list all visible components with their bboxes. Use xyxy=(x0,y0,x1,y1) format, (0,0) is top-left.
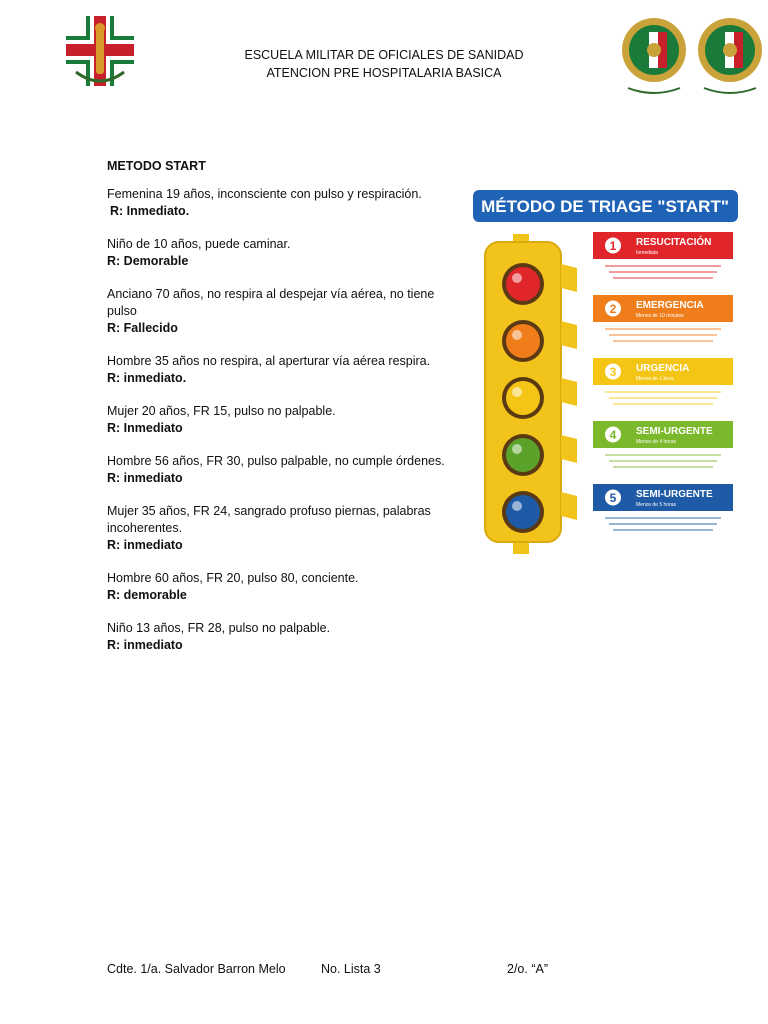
triage-level-number: 3 xyxy=(609,365,617,379)
triage-level-label: SEMI-URGENTE xyxy=(636,426,713,437)
traffic-light-visor xyxy=(561,435,577,463)
traffic-light-visor xyxy=(561,264,577,292)
case-answer: R: Fallecido xyxy=(107,321,178,335)
triage-level-description-line xyxy=(609,334,717,336)
case-item xyxy=(107,570,447,604)
triage-level-subtitle: Inmediata xyxy=(636,250,658,256)
case-answer: R: inmediato xyxy=(107,638,183,652)
case-description: Hombre 60 años, FR 20, pulso 80, conciente. xyxy=(107,571,359,585)
case-description: Femenina 19 años, inconsciente con pulso y respiración. xyxy=(107,187,422,201)
triage-level-subtitle: Menos de 4 horas xyxy=(636,439,677,445)
infographic-title: MÉTODO DE TRIAGE "START" xyxy=(481,197,729,216)
case-item xyxy=(107,353,447,387)
traffic-light-shine xyxy=(512,444,522,454)
case-answer: R: inmediato xyxy=(107,471,183,485)
triage-level-label: URGENCIA xyxy=(636,363,690,374)
case-list xyxy=(107,186,447,654)
traffic-light-visor xyxy=(561,378,577,406)
traffic-light-shine xyxy=(512,501,522,511)
triage-level-description-line xyxy=(609,460,717,462)
triage-level-description-line xyxy=(613,529,713,531)
case-description: Mujer 35 años, FR 24, sangrado profuso piernas, palabras incoherentes. xyxy=(107,504,431,535)
case-description: Anciano 70 años, no respira al despejar vía aérea, no tiene pulso xyxy=(107,287,435,318)
case-description: Hombre 35 años no respira, al aperturar vía aérea respira. xyxy=(107,354,431,368)
triage-level-description-line xyxy=(605,328,721,330)
case-description: Niño de 10 años, puede caminar. xyxy=(107,237,291,251)
case-answer: R: inmediato. xyxy=(107,371,187,385)
triage-level-description-line xyxy=(605,391,721,393)
triage-level-description-line xyxy=(613,277,713,279)
traffic-light-shine xyxy=(512,330,522,340)
case-item xyxy=(107,403,447,437)
case-answer: R: inmediato xyxy=(107,538,183,552)
triage-level-description-line xyxy=(605,517,721,519)
case-item xyxy=(107,286,447,337)
triage-level-label: RESUCITACIÓN xyxy=(636,237,712,248)
triage-start-infographic xyxy=(473,190,738,562)
case-item xyxy=(107,620,447,654)
document-header xyxy=(200,46,568,82)
triage-level-subtitle: Menos de 5 horas xyxy=(636,502,677,508)
footer-list-number: No. Lista 3 xyxy=(321,962,381,976)
traffic-light-shine xyxy=(512,387,522,397)
traffic-light-lamp xyxy=(506,438,540,472)
case-answer: R: Inmediato xyxy=(107,421,183,435)
footer-group: 2/o. “A” xyxy=(507,962,548,976)
traffic-light-lamp xyxy=(506,267,540,301)
traffic-light-lamp xyxy=(506,324,540,358)
triage-level-description-line xyxy=(613,403,713,405)
case-item xyxy=(107,186,447,220)
triage-level-number: 1 xyxy=(609,239,617,253)
traffic-light-visor xyxy=(561,492,577,520)
traffic-light-visor xyxy=(561,321,577,349)
case-item xyxy=(107,503,447,554)
triage-level-subtitle: Menos de 1 hora xyxy=(636,376,674,382)
triage-level-description-line xyxy=(609,271,717,273)
triage-level-description-line xyxy=(605,454,721,456)
section-title: METODO START xyxy=(107,159,206,173)
header-course-name: ATENCION PRE HOSPITALARIA BASICA xyxy=(266,66,502,80)
case-description: Hombre 56 años, FR 30, pulso palpable, no cumple órdenes. xyxy=(107,454,445,468)
header-school-name: ESCUELA MILITAR DE OFICIALES DE SANIDAD xyxy=(244,48,524,62)
triage-level-subtitle: Menos de 10 minutos xyxy=(636,313,684,319)
triage-level-description-line xyxy=(613,340,713,342)
triage-level-description-line xyxy=(609,397,717,399)
triage-level-label: EMERGENCIA xyxy=(636,300,704,311)
institutional-seals-logo xyxy=(618,10,768,98)
case-description: Mujer 20 años, FR 15, pulso no palpable. xyxy=(107,404,336,418)
triage-level-description-line xyxy=(605,265,721,267)
traffic-light-shine xyxy=(512,273,522,283)
triage-level-number: 2 xyxy=(609,302,617,316)
case-answer: R: Inmediato. xyxy=(110,204,190,218)
triage-level-number: 5 xyxy=(609,491,617,505)
triage-level-description-line xyxy=(609,523,717,525)
case-description: Niño 13 años, FR 28, pulso no palpable. xyxy=(107,621,331,635)
triage-level-label: SEMI-URGENTE xyxy=(636,489,713,500)
school-emblem-logo xyxy=(62,14,138,90)
case-answer: R: demorable xyxy=(107,588,187,602)
triage-level-number: 4 xyxy=(609,428,617,442)
traffic-light-lamp xyxy=(506,495,540,529)
case-answer: R: Demorable xyxy=(107,254,189,268)
footer-student-name: Cdte. 1/a. Salvador Barron Melo xyxy=(107,962,286,976)
triage-level-description-line xyxy=(613,466,713,468)
document-body xyxy=(107,158,447,670)
case-item xyxy=(107,236,447,270)
traffic-light-lamp xyxy=(506,381,540,415)
case-item xyxy=(107,453,447,487)
